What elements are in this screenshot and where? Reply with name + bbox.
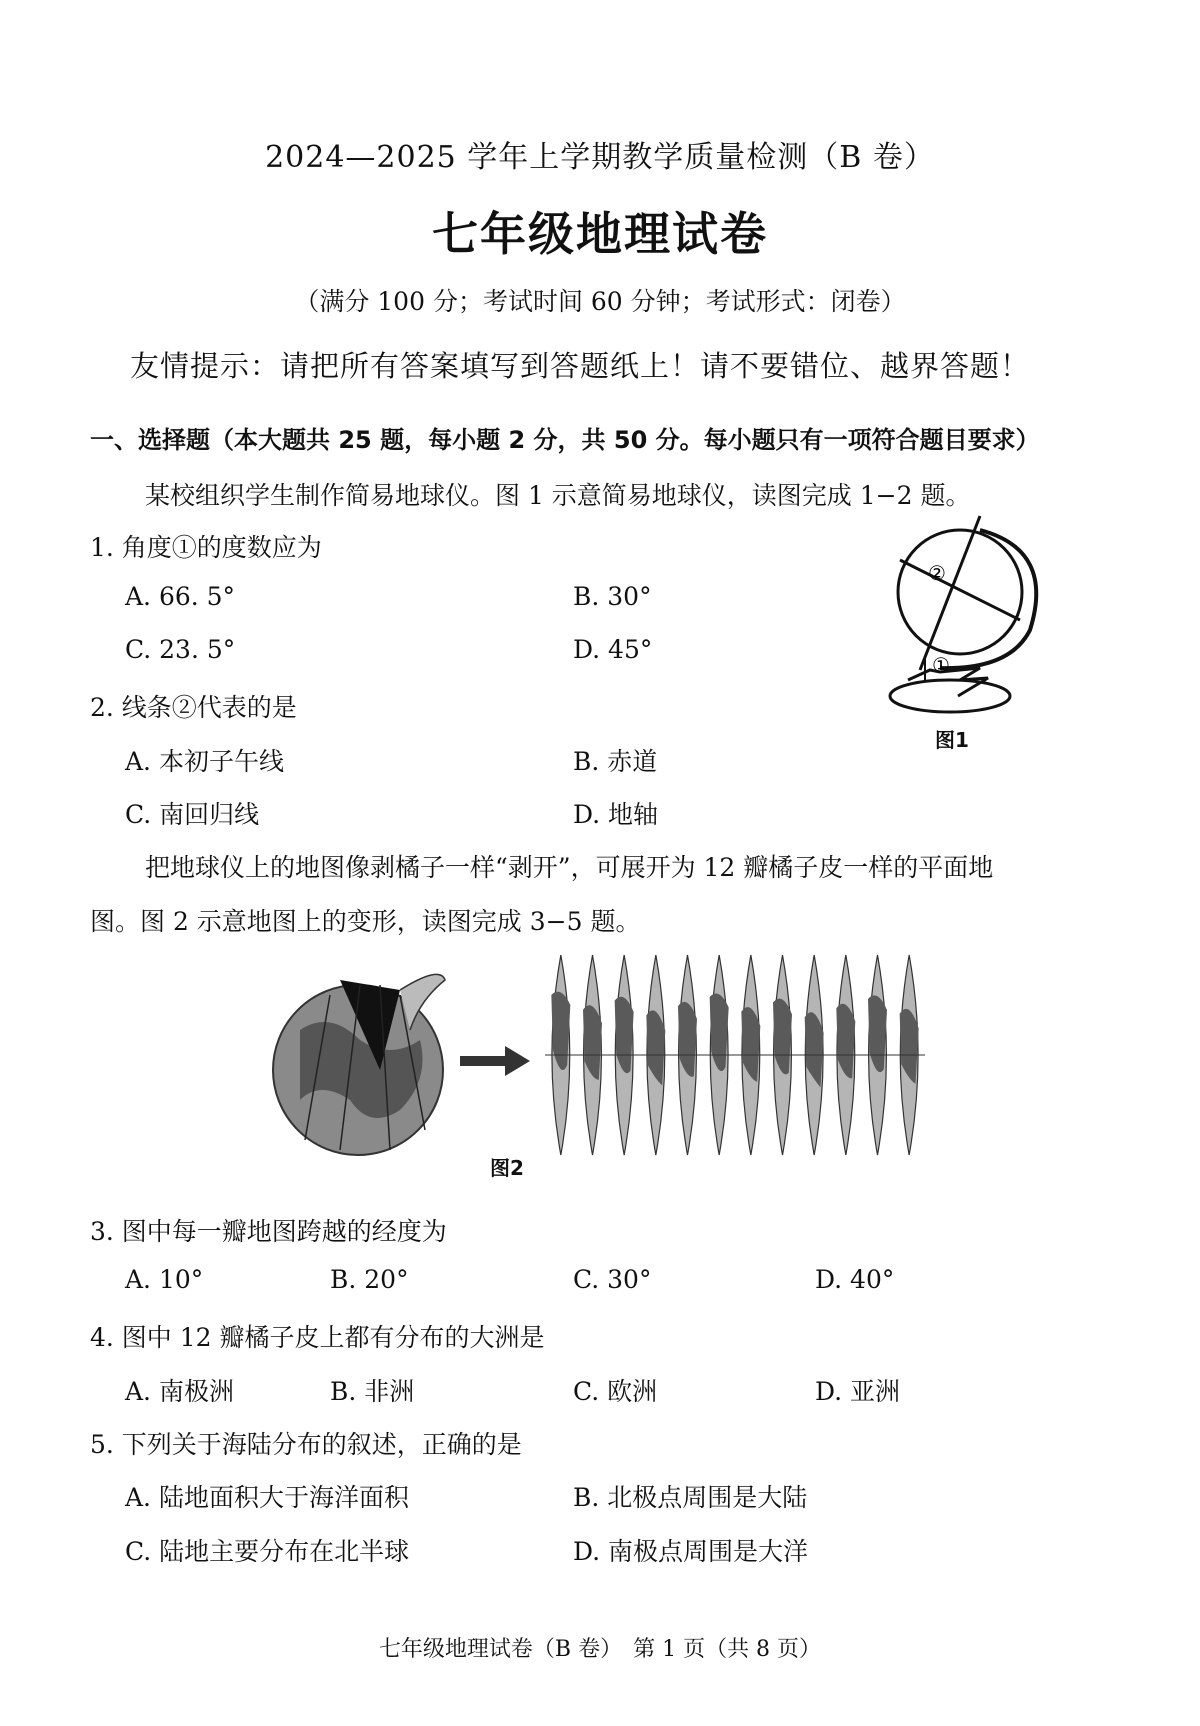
exam-info: （满分 100 分；考试时间 60 分钟；考试形式：闭卷）	[294, 287, 906, 316]
section-heading: 一、选择题（本大题共 25 题，每小题 2 分，共 50 分。每小题只有一项符合题目要求）	[90, 426, 1040, 454]
page-footer: 七年级地理试卷（B 卷） 第 1 页（共 8 页）	[378, 1637, 822, 1662]
intro-paragraph-2-line-2: 图。图 2 示意地图上的变形，读图完成 3−5 题。	[90, 907, 641, 936]
q5-option-a: A. 陆地面积大于海洋面积	[125, 1483, 409, 1512]
exam-subject-title: 七年级地理试卷	[432, 207, 768, 261]
question-1-stem: 1. 角度①的度数应为	[90, 533, 322, 562]
figure-2-gore-map	[545, 955, 925, 1155]
question-5-stem: 5. 下列关于海陆分布的叙述，正确的是	[90, 1430, 522, 1459]
question-2-stem: 2. 线条②代表的是	[90, 693, 297, 722]
q3-option-b: B. 20°	[330, 1265, 409, 1294]
q2-option-b: B. 赤道	[573, 747, 658, 776]
q5-option-b: B. 北极点周围是大陆	[573, 1483, 808, 1512]
figure-2-caption: 图2	[490, 1156, 524, 1180]
q5-option-d: D. 南极点周围是大洋	[573, 1537, 809, 1566]
figure-1-caption: 图1	[935, 728, 969, 752]
q4-option-b: B. 非洲	[330, 1377, 415, 1406]
fig1-mark-2: ②	[928, 561, 946, 585]
figure-2-peeled-globe	[270, 970, 450, 1170]
q1-option-a: A. 66. 5°	[125, 582, 236, 611]
intro-paragraph-2-line-1: 把地球仪上的地图像剥橘子一样“剥开”，可展开为 12 瓣橘子皮一样的平面地	[145, 853, 994, 882]
figure-1-globe	[880, 520, 1140, 720]
exam-session-title: 2024—2025 学年上学期教学质量检测（B 卷）	[265, 140, 935, 175]
q2-option-d: D. 地轴	[573, 800, 659, 829]
q2-option-a: A. 本初子午线	[125, 747, 284, 776]
question-4-stem: 4. 图中 12 瓣橘子皮上都有分布的大洲是	[90, 1323, 545, 1352]
question-3-stem: 3. 图中每一瓣地图跨越的经度为	[90, 1217, 447, 1246]
q3-option-a: A. 10°	[125, 1265, 204, 1294]
q3-option-d: D. 40°	[815, 1265, 895, 1294]
q1-option-c: C. 23. 5°	[125, 635, 236, 664]
q3-option-c: C. 30°	[573, 1265, 652, 1294]
friendly-tip: 友情提示：请把所有答案填写到答题纸上！请不要错位、越界答题！	[130, 349, 1031, 383]
q4-option-c: C. 欧洲	[573, 1377, 658, 1406]
q1-option-b: B. 30°	[573, 582, 652, 611]
q4-option-a: A. 南极洲	[125, 1377, 234, 1406]
fig1-mark-1: ①	[932, 653, 950, 677]
intro-paragraph-1: 某校组织学生制作简易地球仪。图 1 示意简易地球仪，读图完成 1−2 题。	[145, 481, 971, 510]
q4-option-d: D. 亚洲	[815, 1377, 901, 1406]
q5-option-c: C. 陆地主要分布在北半球	[125, 1537, 410, 1566]
q1-option-d: D. 45°	[573, 635, 653, 664]
arrow-icon	[460, 1046, 530, 1076]
q2-option-c: C. 南回归线	[125, 800, 260, 829]
